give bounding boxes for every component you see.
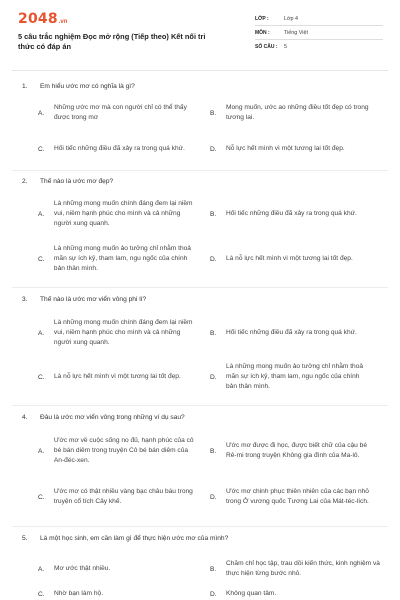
- meta-row-count: [255, 40, 383, 54]
- question-stem: [22, 83, 135, 90]
- option-text: Mơ ước thật nhiều.: [54, 565, 111, 572]
- question-text: Là một học sinh, em cần làm gì để thực hiện ước mơ của mình?: [40, 535, 229, 542]
- option-d[interactable]: [210, 136, 385, 162]
- question-text: Thế nào là ước mơ viển vông phi lí?: [40, 296, 147, 303]
- option-text: Nhờ bạn làm hộ.: [54, 590, 104, 597]
- question-stem: [22, 178, 113, 185]
- option-c[interactable]: [38, 480, 198, 514]
- option-text: Là nỗ lực hết mình vì một tương lai tốt đẹp.: [54, 373, 181, 380]
- option-text: Là những mong muốn ảo tưởng chỉ nhằm thoả mãn sự ích kỷ, tham lam, ngu ngốc của chính bản thân mình.: [226, 363, 364, 390]
- logo-text: 2048: [18, 11, 58, 27]
- question-number: 3.: [22, 296, 28, 303]
- page-title: 5 câu trắc nghiệm Đọc mở rộng (Tiếp theo) Kết nối tri thức có đáp án: [18, 32, 206, 51]
- option-text: Là những mong muốn chính đáng đem lại niềm vui, niềm hạnh phúc cho mình và cả những người xung quanh.: [53, 200, 193, 227]
- question-text: Em hiểu ước mơ có nghĩa là gì?: [40, 83, 135, 90]
- option-letter: D.: [210, 255, 217, 263]
- option-letter: B.: [210, 210, 217, 218]
- meta-row-grade: [255, 12, 383, 26]
- option-letter: B.: [210, 447, 217, 455]
- option-letter: B.: [210, 329, 217, 337]
- option-text: Hối tiếc những điều đã xảy ra trong quá khứ.: [226, 329, 357, 336]
- option-b[interactable]: [210, 316, 385, 350]
- meta-value: Tiếng Việt: [284, 29, 308, 36]
- site-logo[interactable]: [18, 11, 67, 27]
- option-letter: A.: [38, 109, 45, 117]
- option-b[interactable]: [210, 434, 385, 468]
- meta-table: [255, 12, 383, 54]
- option-d[interactable]: [210, 588, 385, 600]
- option-c[interactable]: [38, 136, 198, 162]
- option-d[interactable]: [210, 360, 385, 394]
- logo-suffix: .vn: [58, 19, 68, 25]
- option-d[interactable]: [210, 242, 385, 276]
- option-a[interactable]: [38, 100, 198, 126]
- option-c[interactable]: [38, 588, 198, 600]
- meta-value: Lớp 4: [284, 15, 299, 22]
- option-letter: C.: [38, 493, 45, 501]
- option-letter: D.: [210, 590, 217, 598]
- option-b[interactable]: [210, 100, 385, 126]
- meta-value: 5: [284, 44, 287, 50]
- question-stem: [22, 414, 185, 421]
- option-a[interactable]: [38, 556, 198, 582]
- question-number: 1.: [22, 83, 28, 90]
- option-text: Không quan tâm.: [226, 590, 277, 597]
- meta-row-subject: [255, 26, 383, 40]
- option-letter: D.: [210, 493, 217, 501]
- option-letter: A.: [38, 565, 45, 573]
- option-letter: A.: [38, 329, 45, 337]
- option-d[interactable]: [210, 478, 385, 516]
- option-text: Là những mong muốn chính đáng đem lại niềm vui, niềm hạnh phúc cho mình và cả những người xung quanh.: [53, 319, 193, 346]
- option-text: Là nỗ lực hết mình vì một tương lai tốt đẹp.: [226, 255, 353, 262]
- header-divider: [12, 70, 388, 71]
- option-letter: B.: [210, 109, 217, 117]
- option-text: Chăm chỉ học tập, trau dồi kiến thức, kinh nghiệm và thực hiện từng bước nhỏ.: [226, 560, 380, 577]
- option-text: Ước mơ được đi học, được biết chữ của cậu bé Rê-mi trong truyện Không gia đình của Ma-lô.: [226, 442, 367, 459]
- option-b[interactable]: [210, 197, 385, 231]
- option-c[interactable]: [38, 360, 198, 394]
- meta-label: SỐ CÂU :: [255, 44, 278, 50]
- meta-label: LỚP :: [255, 15, 269, 22]
- question-text: Thế nào là ước mơ đẹp?: [40, 178, 114, 185]
- option-text: Ước mơ chinh phục thiên nhiên của các bạn nhỏ trong Ở vương quốc Tương Lai của Mát-téc-lích.: [226, 488, 369, 505]
- option-letter: B.: [210, 565, 217, 573]
- option-c[interactable]: [38, 242, 198, 276]
- option-letter: A.: [38, 210, 45, 218]
- option-letter: D.: [210, 145, 217, 153]
- option-text: Những ước mơ mà con người chỉ có thể thấy được trong mơ: [54, 104, 187, 121]
- option-text: Nỗ lực hết mình vì một tương lai tốt đẹp.: [226, 145, 345, 152]
- option-text: Mong muốn, ước ao những điều tốt đẹp có trong tương lai.: [226, 104, 369, 121]
- option-letter: C.: [38, 255, 45, 263]
- option-text: Ước mơ có thật nhiều vàng bạc châu báu trong truyện cổ tích Cây khế.: [53, 488, 193, 505]
- question-divider: [12, 405, 388, 406]
- option-a[interactable]: [38, 316, 198, 350]
- question-divider: [12, 287, 388, 288]
- option-text: Là những mong muốn ảo tưởng chỉ nhằm thoả mãn sự ích kỷ, tham lam, ngu ngốc của chính bản thân mình.: [53, 245, 191, 272]
- option-letter: C.: [38, 145, 45, 153]
- option-a[interactable]: [38, 434, 198, 468]
- question-text: Đâu là ước mơ viển vông trong những ví dụ sau?: [40, 414, 185, 421]
- question-stem: [22, 535, 228, 542]
- option-letter: A.: [38, 447, 45, 455]
- meta-label: MÔN :: [255, 29, 270, 36]
- option-letter: D.: [210, 373, 217, 381]
- document-header: [0, 0, 400, 60]
- option-text: Hối tiếc những điều đã xảy ra trong quá khứ.: [226, 210, 357, 217]
- question-divider: [12, 526, 388, 527]
- option-text: Ước mơ về cuộc sống no đủ, hạnh phúc của cô bé bán diêm trong truyện Cô bé bán diêm của An-đéc-xen.: [53, 437, 194, 464]
- question-number: 2.: [22, 178, 28, 185]
- question-number: 4.: [22, 414, 28, 421]
- option-letter: C.: [38, 373, 45, 381]
- option-a[interactable]: [38, 197, 198, 231]
- question-number: 5.: [22, 535, 28, 542]
- option-letter: C.: [38, 590, 45, 598]
- option-text: Hối tiếc những điều đã xảy ra trong quá khứ.: [54, 145, 185, 152]
- question-divider: [12, 170, 388, 171]
- option-b[interactable]: [210, 556, 385, 582]
- question-stem: [22, 296, 146, 303]
